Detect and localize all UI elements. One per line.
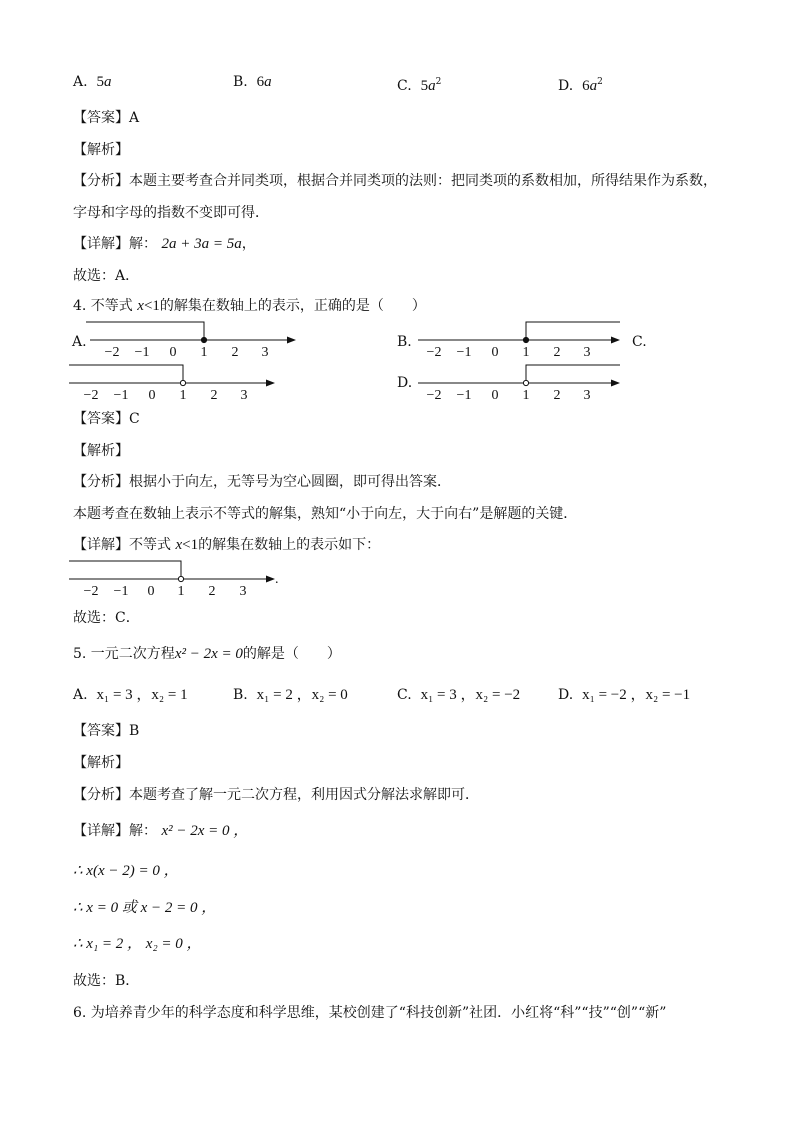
q4-note: 本题考查在数轴上表示不等式的解集，熟知“小于向左，大于向右”是解题的关键． <box>73 506 578 522</box>
tick-label: 1 <box>522 345 530 360</box>
tick-label: 1 <box>177 584 185 599</box>
q3-analysis-label: 【解析】 <box>73 142 129 158</box>
q5-choice-b: B. x₁ = 2 ，x₂ = 0 <box>233 687 348 703</box>
tick-label: 1 <box>179 388 187 403</box>
number-line-b <box>410 320 620 358</box>
q3-choice-c: C. $5a^2$ <box>397 77 442 94</box>
number-line-a <box>88 320 298 358</box>
number-line-c <box>67 363 277 401</box>
solution-period: . <box>275 572 279 587</box>
q6-stem: 6. 为培养青少年的科学态度和科学思维，某校创建了“科技创新”社团．小红将“科”“技”“创”“新” <box>73 1005 667 1021</box>
q4-analysis: 【分析】根据小于向左，无等号为空心圆圈，即可得出答案． <box>73 474 451 490</box>
tick-label: 3 <box>583 345 591 360</box>
q4-stem: 4. 不等式 x<1的解集在数轴上的表示，正确的是（ ） <box>73 298 426 314</box>
q5-step3: ∴ x₁ = 2 ， x₂ = 0 ， <box>73 936 202 952</box>
q4-label-c: C. <box>632 334 647 350</box>
tick-label: 1 <box>522 388 530 403</box>
tick-label: 0 <box>147 584 155 599</box>
tick-label: −2 <box>426 388 442 403</box>
q5-choice-c: C. x₁ = 3 ，x₂ = −2 <box>397 687 521 703</box>
tick-label: 0 <box>491 388 499 403</box>
tick-label: 2 <box>208 584 216 599</box>
number-line-solution <box>67 559 287 597</box>
tick-label: −1 <box>113 584 129 599</box>
tick-label: 2 <box>553 345 561 360</box>
q4-detail: 【详解】不等式 x<1的解集在数轴上的表示如下： <box>73 537 381 553</box>
q3-choice-d: D. $6a^2$ <box>558 77 603 94</box>
q5-step2: ∴ x = 0 或 x − 2 = 0 ， <box>73 900 217 916</box>
tick-label: −2 <box>104 345 120 360</box>
tick-label: −1 <box>456 345 472 360</box>
q3-choice-b: B. 6a <box>233 74 272 90</box>
q4-label-b: B. <box>397 334 412 350</box>
q5-analysis: 【分析】本题考查了解一元二次方程，利用因式分解法求解即可． <box>73 787 479 803</box>
q5-choice-a: A. x₁ = 3 ，x₂ = 1 <box>73 687 188 703</box>
q4-label-d: D. <box>397 375 413 391</box>
tick-label: 2 <box>553 388 561 403</box>
tick-label: −2 <box>83 584 99 599</box>
q5-analysis-label: 【解析】 <box>73 755 129 771</box>
q5-step1: ∴ x(x − 2) = 0 ， <box>73 863 179 879</box>
q4-analysis-label: 【解析】 <box>73 443 129 459</box>
q3-analysis-line1: 【分析】本题主要考查合并同类项，根据合并同类项的法则：把同类项的系数相加，所得结果作为系数， <box>73 173 717 189</box>
tick-label: 3 <box>583 388 591 403</box>
q5-conclusion: 故选：B． <box>73 973 140 989</box>
q5-answer: 【答案】B <box>73 723 140 739</box>
q3-answer: 【答案】A <box>73 110 140 126</box>
tick-label: −1 <box>134 345 150 360</box>
tick-label: 0 <box>169 345 177 360</box>
tick-label: −2 <box>83 388 99 403</box>
tick-label: 3 <box>240 388 248 403</box>
q4-conclusion: 故选：C． <box>73 610 140 626</box>
tick-label: 0 <box>148 388 156 403</box>
tick-label: 2 <box>231 345 239 360</box>
q3-conclusion: 故选：A． <box>73 268 140 284</box>
q4-answer: 【答案】C <box>73 411 140 427</box>
tick-label: −2 <box>426 345 442 360</box>
q5-stem: 5. 一元二次方程x² − 2x = 0的解是（ ） <box>73 646 341 662</box>
q4-label-a: A. <box>72 334 87 350</box>
q3-choice-a: A. 5a <box>73 74 112 90</box>
number-line-d <box>410 363 620 401</box>
q3-detail: 【详解】解： 2a + 3a = 5a， <box>73 236 256 252</box>
q5-detail: 【详解】解： x² − 2x = 0 ， <box>73 823 249 839</box>
tick-label: 3 <box>261 345 269 360</box>
q5-choice-d: D. x₁ = −2 ，x₂ = −1 <box>558 687 691 703</box>
tick-label: 0 <box>491 345 499 360</box>
q3-analysis-line2: 字母和字母的指数不变即可得． <box>73 205 269 221</box>
tick-label: 2 <box>210 388 218 403</box>
tick-label: −1 <box>113 388 129 403</box>
tick-label: −1 <box>456 388 472 403</box>
tick-label: 3 <box>239 584 247 599</box>
tick-label: 1 <box>200 345 208 360</box>
